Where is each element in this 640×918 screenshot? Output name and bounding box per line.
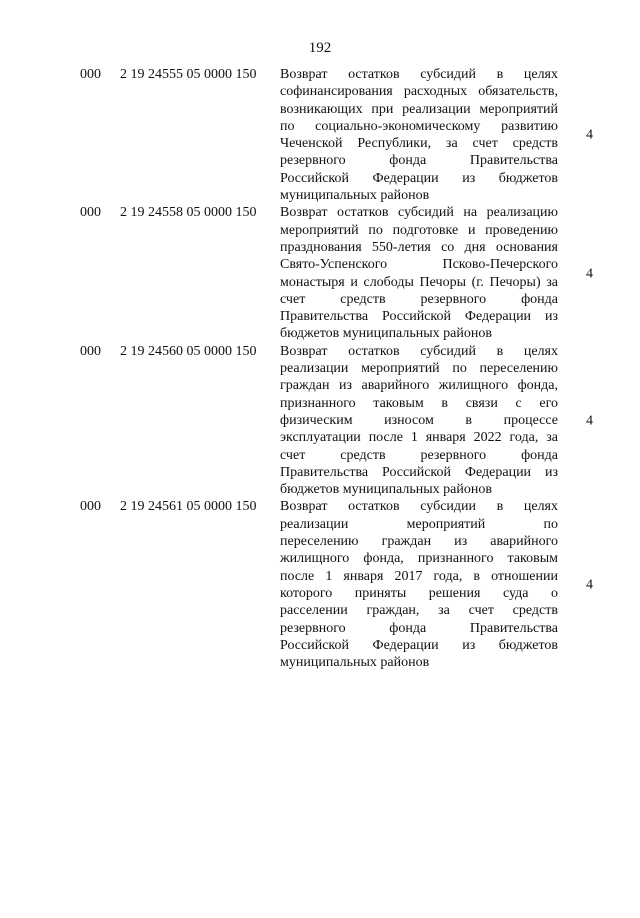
- income-description: [280, 343, 558, 499]
- description-line: граждан из аварийного жилищного фонда,: [280, 378, 558, 394]
- description-line: которого приняты решения суда о: [280, 585, 558, 601]
- description-line: празднования 550-летия со дня основания: [280, 239, 558, 255]
- description-line: жилищного фонда, признанного таковым: [280, 551, 558, 567]
- description-line: Российской Федерации из бюджетов: [280, 637, 558, 653]
- description-line: переселению граждан из аварийного: [280, 534, 558, 550]
- admin-code: 000: [80, 343, 101, 359]
- description-line: резервного фонда Правительства: [280, 153, 558, 169]
- income-description: [280, 66, 558, 204]
- description-line: счет средств резервного фонда: [280, 291, 558, 307]
- admin-code: 000: [80, 499, 101, 515]
- description-line: Свято-Успенского Псково-Печерского: [280, 257, 558, 273]
- table-row: [0, 204, 640, 342]
- description-line: эксплуатации после 1 января 2022 года, за: [280, 430, 558, 446]
- budget-classification-code: 2 19 24561 05 0000 150: [120, 499, 257, 515]
- description-line: признанного таковым в связи с его: [280, 395, 558, 411]
- description-line: муниципальных районов: [280, 655, 430, 671]
- description-line: Возврат остатков субсидий в целях: [280, 67, 558, 82]
- description-line: бюджетов муниципальных районов: [280, 326, 492, 342]
- budget-classification-code: 2 19 24555 05 0000 150: [120, 67, 257, 82]
- description-line: муниципальных районов: [280, 188, 430, 204]
- description-line: бюджетов муниципальных районов: [280, 482, 492, 498]
- description-line: счет средств резервного фонда: [280, 447, 558, 463]
- description-line: Правительства Российской Федерации из: [280, 309, 558, 325]
- description-line: возникающих при реализации мероприятий: [280, 101, 558, 117]
- table-row: [0, 66, 640, 204]
- description-line: Возврат остатков субсидий на реализацию: [280, 205, 558, 221]
- allocation-norm: 4: [586, 266, 593, 282]
- table-row: [0, 498, 640, 671]
- description-line: реализации мероприятий по: [280, 516, 558, 532]
- admin-code: 000: [80, 67, 101, 82]
- description-line: монастыря и слободы Печоры (г. Печоры) за: [280, 274, 558, 290]
- budget-code-table: [0, 66, 640, 671]
- description-line: Российской Федерации из бюджетов: [280, 170, 558, 186]
- description-line: резервного фонда Правительства: [280, 620, 558, 636]
- page-number: 192: [308, 40, 332, 56]
- income-description: [280, 498, 558, 671]
- description-line: Возврат остатков субсидий в целях: [280, 343, 558, 359]
- budget-classification-code: 2 19 24560 05 0000 150: [120, 343, 257, 359]
- description-line: реализации мероприятий по переселению: [280, 361, 558, 377]
- description-line: Возврат остатков субсидии в целях: [280, 499, 558, 515]
- table-row: [0, 343, 640, 499]
- description-line: Правительства Российской Федерации из: [280, 464, 558, 480]
- income-description: [280, 204, 558, 342]
- description-line: расселении граждан, за счет средств: [280, 603, 558, 619]
- description-line: Чеченской Республики, за счет средств: [280, 136, 558, 152]
- allocation-norm: 4: [586, 577, 593, 593]
- description-line: физическим износом в процессе: [280, 412, 558, 428]
- description-line: мероприятий по подготовке и проведению: [280, 222, 558, 238]
- description-line: софинансирования расходных обязательств,: [280, 84, 558, 100]
- description-line: по социально-экономическому развитию: [280, 118, 558, 134]
- budget-classification-code: 2 19 24558 05 0000 150: [120, 205, 257, 221]
- admin-code: 000: [80, 205, 101, 221]
- allocation-norm: 4: [586, 127, 593, 143]
- description-line: после 1 января 2017 года, в отношении: [280, 568, 558, 584]
- allocation-norm: 4: [586, 413, 593, 429]
